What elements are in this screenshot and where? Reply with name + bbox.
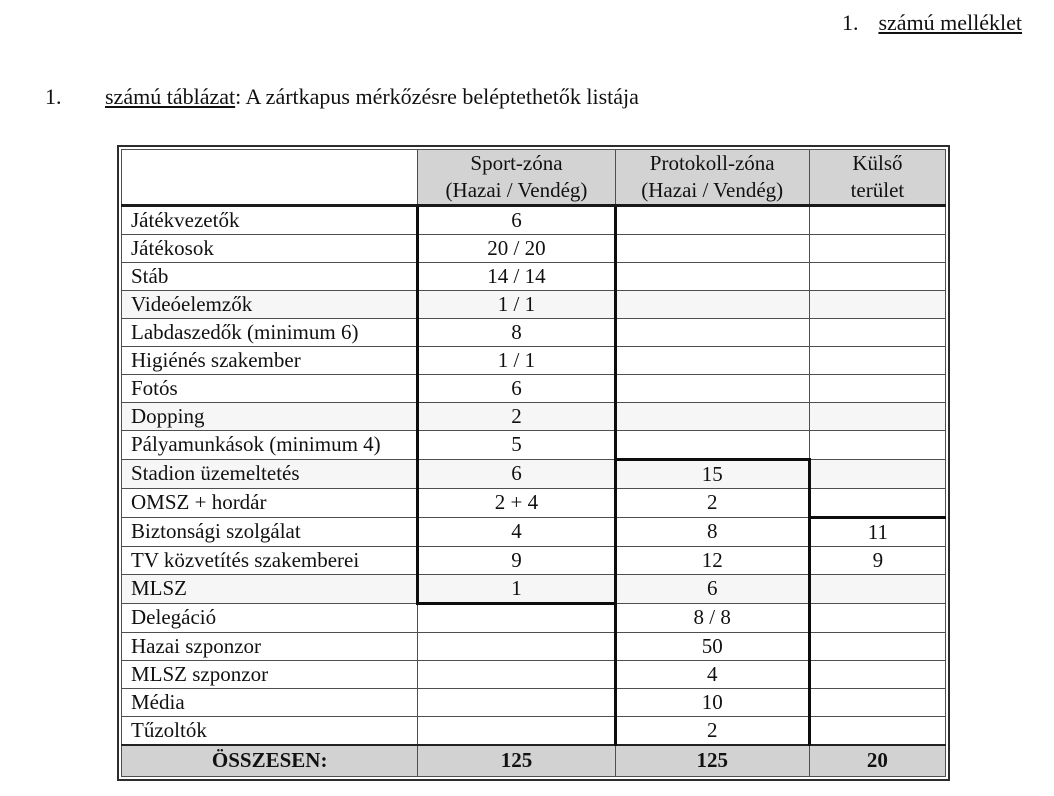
- sport-zona-cell: 1: [418, 574, 615, 603]
- row-label-cell: Labdaszedők (minimum 6): [122, 318, 418, 346]
- annex-note-text: számú melléklet: [878, 10, 1022, 35]
- header-sport-line1: Sport-zóna: [470, 151, 563, 175]
- table-row: [122, 430, 946, 459]
- protokoll-zona-cell: 50: [615, 632, 809, 660]
- kulso-terulet-cell: [809, 346, 945, 374]
- table-row: [122, 318, 946, 346]
- admission-table-frame: [117, 145, 950, 781]
- annex-note: [842, 10, 1022, 36]
- caption-number: 1.: [45, 84, 62, 109]
- header-row: [122, 150, 946, 206]
- kulso-terulet-cell: [809, 488, 945, 517]
- kulso-terulet-cell: [809, 234, 945, 262]
- row-label-cell: Játékosok: [122, 234, 418, 262]
- sport-zona-cell: 1 / 1: [418, 290, 615, 318]
- table-row: [122, 716, 946, 745]
- row-label-cell: Pályamunkások (minimum 4): [122, 430, 418, 459]
- sport-zona-cell: 6: [418, 205, 615, 234]
- kulso-terulet-cell: [809, 374, 945, 402]
- kulso-terulet-cell: [809, 716, 945, 745]
- protokoll-zona-cell: 8 / 8: [615, 603, 809, 632]
- kulso-terulet-cell: [809, 574, 945, 603]
- protokoll-zona-cell: 12: [615, 546, 809, 574]
- sport-zona-cell: 2 + 4: [418, 488, 615, 517]
- sport-zona-cell: 14 / 14: [418, 262, 615, 290]
- sport-zona-cell: [418, 632, 615, 660]
- row-label-cell: MLSZ szponzor: [122, 660, 418, 688]
- table-row: [122, 517, 946, 546]
- table-row: [122, 574, 946, 603]
- header-kulso-line2: terület: [850, 177, 905, 202]
- kulso-terulet-cell: 9: [809, 546, 945, 574]
- sport-zona-cell: 8: [418, 318, 615, 346]
- row-label-cell: Hazai szponzor: [122, 632, 418, 660]
- kulso-terulet-cell: [809, 660, 945, 688]
- header-cell-empty: [122, 150, 418, 206]
- table-row: [122, 262, 946, 290]
- kulso-terulet-cell: [809, 290, 945, 318]
- kulso-terulet-cell: 11: [809, 517, 945, 546]
- sport-zona-cell: 4: [418, 517, 615, 546]
- row-label-cell: Tűzoltók: [122, 716, 418, 745]
- header-cell-protokoll-zona: [615, 150, 809, 206]
- sport-zona-cell: 6: [418, 374, 615, 402]
- protokoll-zona-cell: 4: [615, 660, 809, 688]
- row-label-cell: Dopping: [122, 402, 418, 430]
- protokoll-zona-cell: [615, 346, 809, 374]
- caption-rest-text: : A zártkapus mérkőzésre beléptethetők listája: [235, 84, 639, 109]
- table-row: [122, 688, 946, 716]
- table-row: [122, 205, 946, 234]
- table-row: [122, 603, 946, 632]
- kulso-terulet-cell: [809, 459, 945, 488]
- row-label-cell: OMSZ + hordár: [122, 488, 418, 517]
- protokoll-zona-cell: [615, 374, 809, 402]
- totals-label-cell: ÖSSZESEN:: [122, 745, 418, 777]
- protokoll-zona-cell: [615, 205, 809, 234]
- table-row: [122, 346, 946, 374]
- table-row: [122, 660, 946, 688]
- table-body: [122, 205, 946, 745]
- totals-row: [122, 745, 946, 777]
- sport-zona-cell: [418, 688, 615, 716]
- row-label-cell: Fotós: [122, 374, 418, 402]
- admission-table: [121, 149, 946, 777]
- kulso-terulet-cell: [809, 318, 945, 346]
- header-cell-sport-zona: [418, 150, 615, 206]
- header-kulso-line1: Külső: [852, 151, 903, 175]
- kulso-terulet-cell: [809, 205, 945, 234]
- totals-kulso-cell: 20: [809, 745, 945, 777]
- totals-protokoll-cell: 125: [615, 745, 809, 777]
- protokoll-zona-cell: 8: [615, 517, 809, 546]
- header-protokoll-line2: (Hazai / Vendég): [641, 177, 784, 202]
- protokoll-zona-cell: 2: [615, 488, 809, 517]
- row-label-cell: MLSZ: [122, 574, 418, 603]
- table-row: [122, 546, 946, 574]
- protokoll-zona-cell: [615, 262, 809, 290]
- sport-zona-cell: 2: [418, 402, 615, 430]
- row-label-cell: TV közvetítés szakemberei: [122, 546, 418, 574]
- table-row: [122, 488, 946, 517]
- row-label-cell: Higiénés szakember: [122, 346, 418, 374]
- sport-zona-cell: 1 / 1: [418, 346, 615, 374]
- row-label-cell: Delegáció: [122, 603, 418, 632]
- row-label-cell: Média: [122, 688, 418, 716]
- kulso-terulet-cell: [809, 688, 945, 716]
- table-row: [122, 402, 946, 430]
- sport-zona-cell: 5: [418, 430, 615, 459]
- header-cell-kulso-terulet: [809, 150, 945, 206]
- protokoll-zona-cell: 10: [615, 688, 809, 716]
- sport-zona-cell: [418, 603, 615, 632]
- row-label-cell: Biztonsági szolgálat: [122, 517, 418, 546]
- table-caption: [45, 84, 639, 110]
- header-sport-line2: (Hazai / Vendég): [445, 177, 588, 202]
- table-row: [122, 374, 946, 402]
- protokoll-zona-cell: [615, 430, 809, 459]
- row-label-cell: Videóelemzők: [122, 290, 418, 318]
- row-label-cell: Játékvezetők: [122, 205, 418, 234]
- row-label-cell: Stáb: [122, 262, 418, 290]
- protokoll-zona-cell: [615, 318, 809, 346]
- table-row: [122, 459, 946, 488]
- protokoll-zona-cell: [615, 234, 809, 262]
- sport-zona-cell: [418, 716, 615, 745]
- sport-zona-cell: 20 / 20: [418, 234, 615, 262]
- annex-note-number: 1.: [841, 10, 859, 35]
- row-label-cell: Stadion üzemeltetés: [122, 459, 418, 488]
- kulso-terulet-cell: [809, 262, 945, 290]
- sport-zona-cell: 6: [418, 459, 615, 488]
- sport-zona-cell: 9: [418, 546, 615, 574]
- table-row: [122, 234, 946, 262]
- protokoll-zona-cell: [615, 290, 809, 318]
- kulso-terulet-cell: [809, 430, 945, 459]
- protokoll-zona-cell: [615, 402, 809, 430]
- table-row: [122, 290, 946, 318]
- sport-zona-cell: [418, 660, 615, 688]
- kulso-terulet-cell: [809, 402, 945, 430]
- table-row: [122, 632, 946, 660]
- kulso-terulet-cell: [809, 632, 945, 660]
- protokoll-zona-cell: 6: [615, 574, 809, 603]
- protokoll-zona-cell: 2: [615, 716, 809, 745]
- header-protokoll-line1: Protokoll-zóna: [649, 151, 775, 175]
- totals-sport-cell: 125: [418, 745, 615, 777]
- protokoll-zona-cell: 15: [615, 459, 809, 488]
- kulso-terulet-cell: [809, 603, 945, 632]
- caption-underlined-text: számú táblázat: [105, 84, 236, 109]
